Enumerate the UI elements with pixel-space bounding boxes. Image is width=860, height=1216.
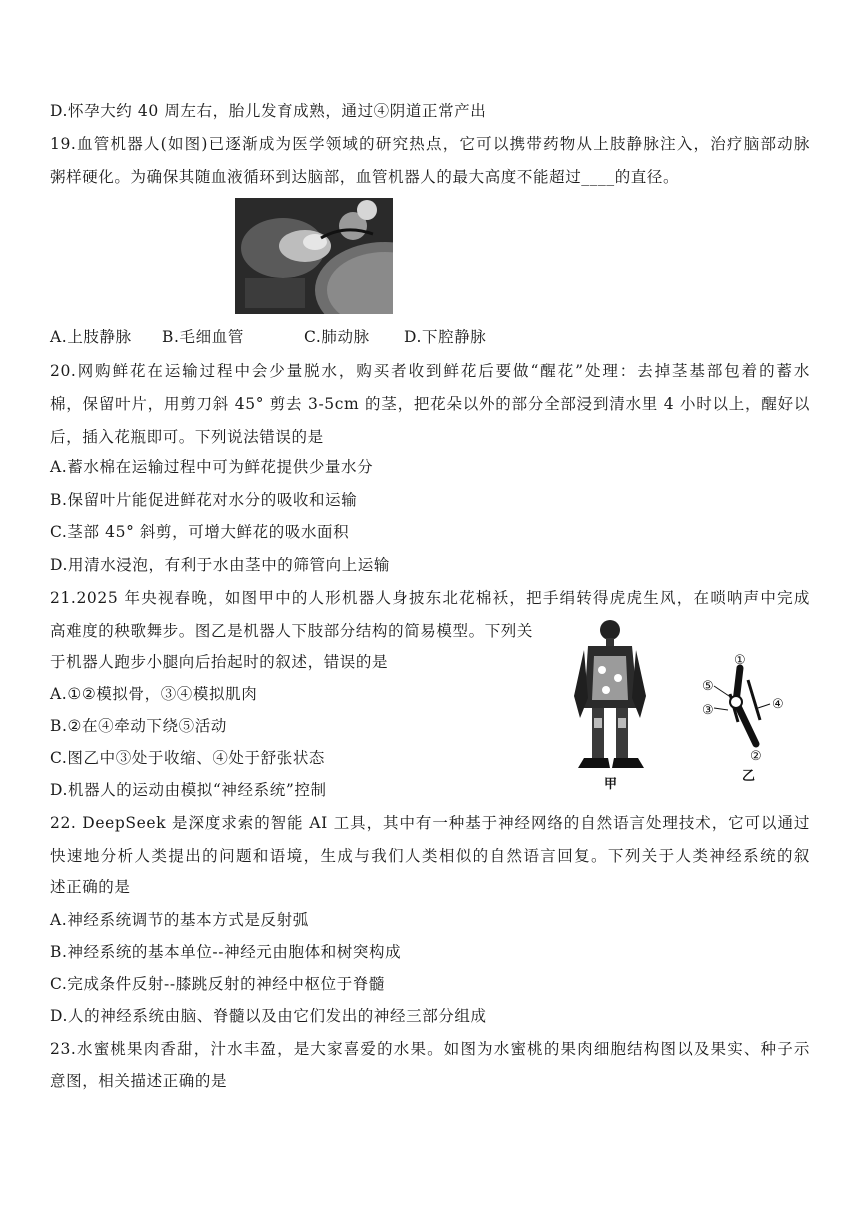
- q21-option-d: D.机器人的运动由模拟“神经系统”控制: [50, 781, 327, 799]
- q20-stem-line-1: 20.网购鲜花在运输过程中会少量脱水，购买者收到鲜花后要做“醒花”处理：去掉茎基部包着的蓄水: [50, 362, 810, 380]
- q19-stem-line-2: 粥样硬化。为确保其随血液循环到达脑部，血管机器人的最大高度不能超过____的直径。: [50, 168, 680, 186]
- q19-option-b: B.毛细血管: [162, 328, 244, 346]
- q22-stem-line-2: 快速地分析人类提出的问题和语境，生成与我们人类相似的自然语言回复。下列关于人类神经系统的叙: [50, 847, 810, 865]
- label-1: ①: [734, 653, 746, 668]
- vessel-robot-photo: [235, 198, 393, 314]
- q23-stem-line-1: 23.水蜜桃果肉香甜，汁水丰盈，是大家喜爱的水果。如图为水蜜桃的果肉细胞结构图以及果实、种子示: [50, 1040, 810, 1058]
- q22-option-d: D.人的神经系统由脑、脊髓以及由它们发出的神经三部分组成: [50, 1007, 487, 1025]
- q19-stem-line-1: 19.血管机器人(如图)已逐渐成为医学领域的研究热点，它可以携带药物从上肢静脉注入，治疗脑部动脉: [50, 135, 810, 153]
- q20-stem-line-3: 后，插入花瓶即可。下列说法错误的是: [50, 428, 324, 446]
- q19-option-c: C.肺动脉: [304, 328, 370, 346]
- label-2: ②: [750, 749, 762, 764]
- q19-options: [50, 327, 486, 347]
- q22-stem-line-3: 述正确的是: [50, 878, 131, 896]
- q20-option-d: D.用清水浸泡，有利于水由茎中的筛管向上运输: [50, 556, 391, 574]
- q21-stem-line-2: 高难度的秧歌舞步。图乙是机器人下肢部分结构的简易模型。下列关: [50, 622, 534, 640]
- q20-option-c: C.茎部 45° 斜剪，可增大鲜花的吸水面积: [50, 523, 350, 541]
- q21-stem-line-1: 21.2025 年央视春晚，如图甲中的人形机器人身披东北花棉袄，把手绢转得虎虎生风，在唢呐声中完成: [50, 589, 810, 607]
- q20-stem-line-2: 棉，保留叶片，用剪刀斜 45° 剪去 3-5cm 的茎，把花朵以外的部分全部浸到清水里 4 小时以上，醒好以: [50, 395, 810, 413]
- robot-figure-jia: [566, 616, 662, 792]
- q20-option-b: B.保留叶片能促进鲜花对水分的吸收和运输: [50, 491, 358, 509]
- q21-stem-line-3: 于机器人跑步小腿向后抬起时的叙述，错误的是: [50, 653, 389, 671]
- q21-option-b: B.②在④牵动下绕⑤活动: [50, 717, 227, 735]
- q19-option-a: A.上肢静脉: [50, 328, 132, 346]
- label-5: ⑤: [702, 679, 714, 694]
- label-3: ③: [702, 703, 714, 718]
- q18-option-d: D.怀孕大约 40 周左右，胎儿发育成熟，通过④阴道正常产出: [50, 102, 487, 120]
- leg-model-figure-yi: [698, 650, 794, 786]
- q22-option-a: A.神经系统调节的基本方式是反射弧: [50, 911, 309, 929]
- label-4: ④: [772, 697, 784, 712]
- q22-option-c: C.完成条件反射--膝跳反射的神经中枢位于脊髓: [50, 975, 386, 993]
- q21-option-a: A.①②模拟骨，③④模拟肌肉: [50, 685, 258, 703]
- q23-stem-line-2: 意图，相关描述正确的是: [50, 1072, 228, 1090]
- figure-label-yi: 乙: [742, 769, 756, 784]
- q19-option-d: D.下腔静脉: [404, 328, 487, 346]
- figure-label-jia: 甲: [604, 777, 618, 792]
- q22-stem-line-1: 22. DeepSeek 是深度求索的智能 AI 工具，其中有一种基于神经网络的自然语言处理技术，它可以通过: [50, 814, 810, 832]
- q22-option-b: B.神经系统的基本单位--神经元由胞体和树突构成: [50, 943, 402, 961]
- q21-option-c: C.图乙中③处于收缩、④处于舒张状态: [50, 749, 326, 767]
- q20-option-a: A.蓄水棉在运输过程中可为鲜花提供少量水分: [50, 458, 374, 476]
